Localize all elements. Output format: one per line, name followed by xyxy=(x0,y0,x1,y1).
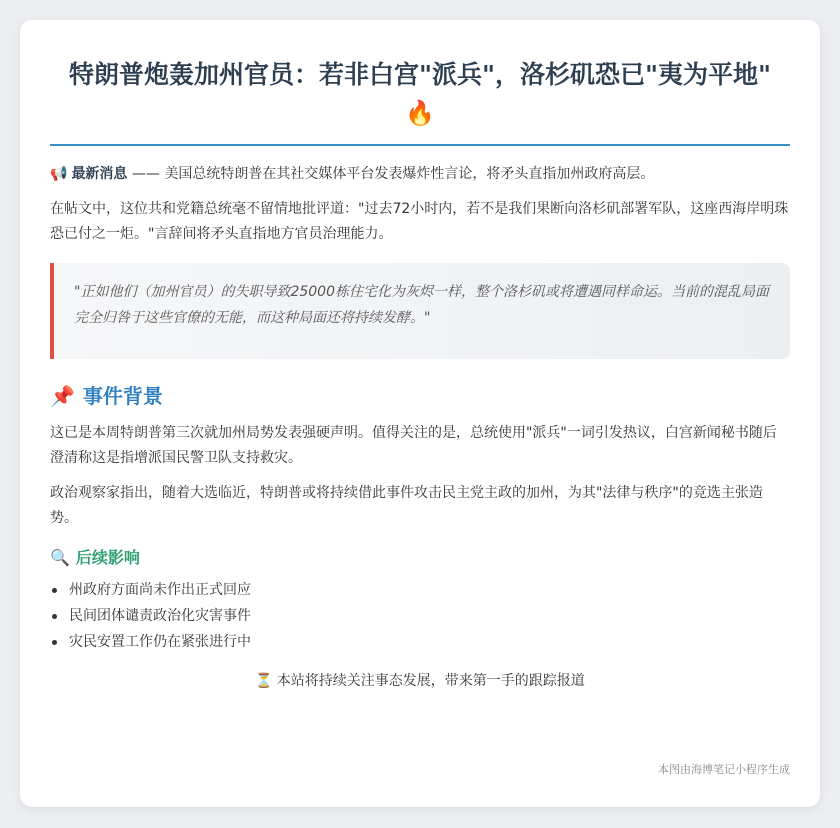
bullet-dot xyxy=(52,614,57,619)
list-item-text: 州政府方面尚未作出正式回应 xyxy=(69,582,251,598)
article-paragraph-1: 在帖文中，这位共和党籍总统毫不留情地批评道："过去72小时内，若不是我们果断向洛杉矶部署军队，这座西海岸明珠恐已付之一炬。"言辞间将矛头直指地方官员治理能力。 xyxy=(50,201,789,242)
list-item xyxy=(52,603,790,629)
list-item-text: 灾民安置工作仍在紧张进行中 xyxy=(69,634,251,650)
megaphone-icon: 📢 xyxy=(50,166,68,182)
lead-text: —— 美国总统特朗普在其社交媒体平台发表爆炸性言论，将矛头直指加州政府高层。 xyxy=(127,166,655,182)
lead-label: 最新消息 xyxy=(71,166,128,182)
article-title-text: 特朗普炮轰加州官员：若非白宫"派兵"，洛杉矶恐已"夷为平地" xyxy=(68,60,772,89)
pushpin-icon: 📌 xyxy=(50,384,75,408)
closing-text: 本站将持续关注事态发展，带来第一手的跟踪报道 xyxy=(276,673,585,689)
impact-heading-text: 后续影响 xyxy=(75,548,140,567)
background-paragraph-1: 这已是本周特朗普第三次就加州局势发表强硬声明。值得关注的是，总统使用"派兵"一词引发热议，白宫新闻秘书随后澄清称这是指增派国民警卫队支持救灾。 xyxy=(50,425,777,466)
bullet-dot xyxy=(52,640,57,645)
lead-paragraph xyxy=(50,162,790,187)
impact-list xyxy=(50,577,790,655)
background-heading xyxy=(50,381,790,411)
background-heading-text: 事件背景 xyxy=(82,384,163,408)
article-title xyxy=(50,50,790,146)
closing-note xyxy=(50,669,790,693)
list-item-text: 民间团体谴责政治化灾害事件 xyxy=(69,608,251,624)
background-paragraph-2: 政治观察家指出，随着大选临近，特朗普或将持续借此事件攻击民主党主政的加州，为其"法律与秩序"的竞选主张造势。 xyxy=(50,485,763,526)
pull-quote: "正如他们（加州官员）的失职导致25000栋住宅化为灰烬一样，整个洛杉矶或将遭遇同样命运。当前的混乱局面完全归咎于这些官僚的无能，而这种局面还将持续发酵。" xyxy=(50,263,790,359)
hourglass-icon: ⏳ xyxy=(255,673,273,689)
article-card xyxy=(20,20,820,807)
list-item xyxy=(52,577,790,603)
list-item xyxy=(52,629,790,655)
impact-heading xyxy=(50,545,790,571)
magnifier-icon: 🔍 xyxy=(50,548,70,567)
bullet-dot xyxy=(52,588,57,593)
footer-credit: 本图由海博笔记小程序生成 xyxy=(658,763,790,776)
fire-icon: 🔥 xyxy=(405,99,435,127)
